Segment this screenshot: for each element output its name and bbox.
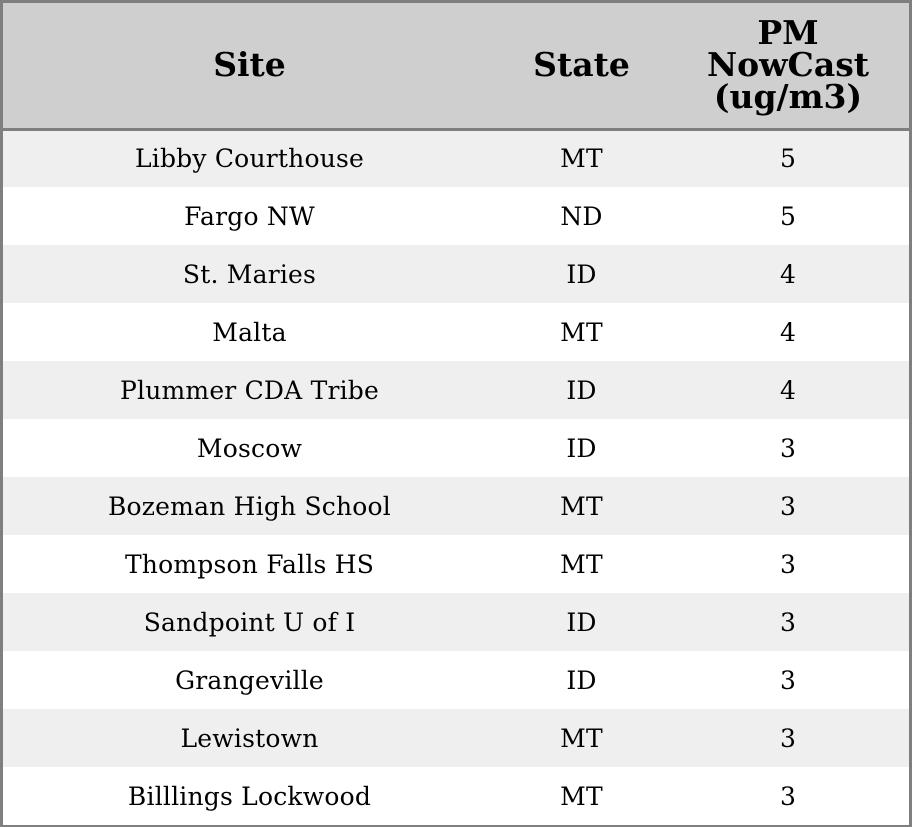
cell-state: MT [560,317,603,347]
cell-pm: 5 [779,144,797,174]
table-row [3,245,909,303]
cell-pm: 3 [779,491,797,521]
cell-site: Malta [212,317,287,347]
table-row [3,187,909,245]
table-row [3,593,909,651]
cell-state: MT [560,549,603,579]
table-row [3,477,909,535]
cell-pm: 3 [779,433,797,463]
cell-site: Grangeville [175,665,324,695]
cell-pm: 4 [779,375,797,405]
cell-state: ID [566,433,597,463]
table-row [3,129,909,187]
cell-pm: 3 [779,781,797,811]
header-pm-nowcast [667,3,909,129]
cell-state: ND [560,201,603,231]
cell-state: ID [566,375,597,405]
cell-site: Plummer CDA Tribe [119,375,379,405]
table-row [3,303,909,361]
cell-site: Bozeman High School [107,491,392,521]
cell-site: Libby Courthouse [134,144,365,174]
cell-pm: 5 [779,201,797,231]
cell-site: Billlings Lockwood [127,781,372,811]
pm-nowcast-table [3,3,909,825]
cell-site: Moscow [196,433,303,463]
cell-state: ID [566,607,597,637]
cell-state: MT [560,491,603,521]
cell-site: Sandpoint U of I [143,607,356,637]
cell-site: St. Maries [182,259,317,289]
table-row [3,709,909,767]
cell-pm: 3 [779,549,797,579]
cell-state: ID [566,259,597,289]
cell-pm: 3 [779,665,797,695]
cell-pm: 4 [779,317,797,347]
cell-pm: 3 [779,723,797,753]
header-pm-line3: (ug/m3) [713,77,863,117]
table-row [3,361,909,419]
cell-site: Fargo NW [184,201,315,231]
header-pm-line1: PM [757,13,819,53]
cell-state: MT [560,781,603,811]
cell-pm: 3 [779,607,797,637]
table-row [3,535,909,593]
header-site: Site [3,3,496,129]
header-pm-line2: NowCast [706,45,870,85]
table-body [3,129,909,825]
cell-site: Lewistown [180,723,319,753]
cell-state: MT [560,144,603,174]
cell-state: ID [566,665,597,695]
header-state: State [496,3,667,129]
cell-state: MT [560,723,603,753]
table-header [3,3,909,129]
cell-site: Thompson Falls HS [124,549,375,579]
header-row [3,3,909,129]
table-row [3,767,909,825]
cell-pm: 4 [779,259,797,289]
table-row [3,651,909,709]
table-row [3,419,909,477]
